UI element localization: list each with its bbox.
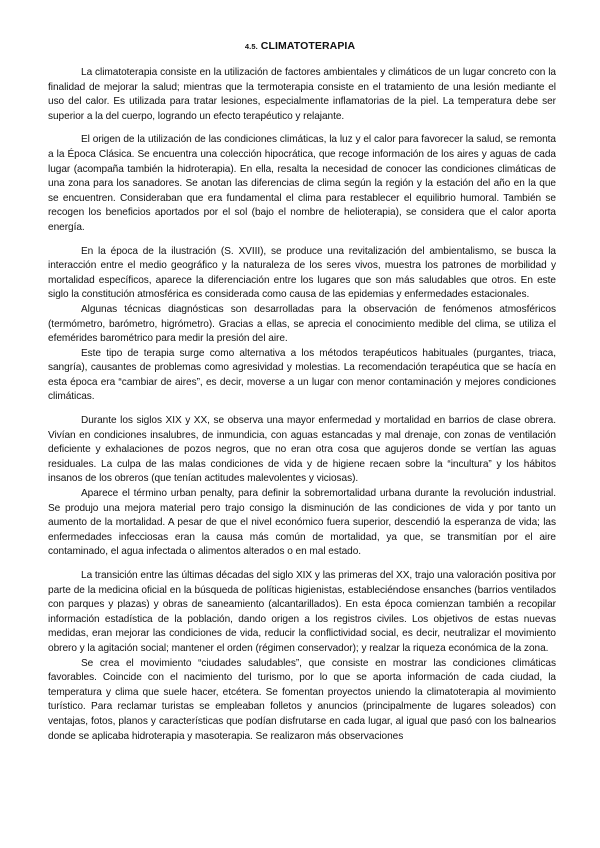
paragraph-enlightenment: En la época de la ilustración (S. XVIII), se produce una revitalización del ambientalismo, se busca la interacción entre el medio geográfico y la naturaleza de los seres vivos, muestra los patrones de morbilidad y mortalidad específicos, aparece la diferenciación entre los lugares que son más saludables que otros. En este siglo la constitución atmosférica es considerada como causa de las epidemias y enfermedades estacionales.: [48, 245, 556, 301]
paragraph-healthy-cities: Se crea el movimiento “ciudades saludables”, que consiste en mostrar las condiciones climáticas favorables. Coincide con el nacimiento del turismo, por lo que se aporta información de cada ciudad, la temperatura y clima que suele hacer, etcétera. Se fomentan proyectos uniendo la climatoterapia al movimiento turístico. Para reclamar turistas se empleaban folletos y anuncios (principalmente de lugares soleados) con ventajas, fotos, planos y características que podían disfrutarse en cada lugar, al igual que pasó con los balnearios donde se aplicaba hidroterapia y masoterapia. Se realizaron más observaciones: [48, 657, 556, 742]
paragraph-urban-penalty: Aparece el término urban penalty, para definir la sobremortalidad urbana durante la revolución industrial. Se produjo una mejora material pero trajo consigo la disminución de las condiciones de vida y por tanto un aumento de la mortalidad. A pesar de que el nivel económico fuera superior, descendió la esperanza de vida; las enfermedades infecciosas eran la causa más común de mortalidad, ya que, se transmitían por el aire contaminado, el agua infectada o alimentos alterados o en mal estado.: [48, 488, 556, 558]
section-title: CLIMATOTERAPIA: [260, 40, 356, 52]
paragraph-therapy-alternative: Este tipo de terapia surge como alternativa a los métodos terapéuticos habituales (purgantes, triaca, sangría), causantes de problemas como agresividad y molestias. La recomendación terapéutica que se hacía en esta época era “cambiar de aires”, es decir, moverse a un lugar con menor contaminación y mejores condiciones climáticas.: [48, 347, 556, 403]
document-body: [48, 66, 556, 744]
paragraph-classical-origin: El origen de la utilización de las condiciones climáticas, la luz y el calor para favorecer la salud, se remonta a la Época Clásica. Se encuentra una colección hipocrática, que recoge información de los aires y aguas de cada lugar (acompaña también la hidroterapia). En ella, resalta la necesidad de conocer las condiciones climáticas de una zona para los sanadores. Se anotan las diferencias de clima según la región y la estación del año en la que se encuentren. Consideraban que era fundamental el clima para restablecer el equilibrio humoral. También se recogen los beneficios aportados por el sol (bajo el nombre de helioterapia), se considera que el calor aporta energía.: [48, 134, 556, 233]
paragraph-climatoterapia-definition: La climatoterapia consiste en la utilización de factores ambientales y climáticos de un lugar concreto con la finalidad de mejorar la salud; mientras que la termoterapia consiste en el tratamiento de una lesión mediante el uso del calor. Es utilizada para tratar lesiones, especialmente inflamatorias de la piel. La temperatura debe ser superior a la del cuerpo, logrando un efecto terapéutico y relajante.: [48, 67, 556, 122]
paragraph-hygienist-transition: La transición entre las últimas décadas del siglo XIX y las primeras del XX, trajo una valoración positiva por parte de la medicina oficial en la búsqueda de políticas higienistas, estableciéndose ensanches (barrios ventilados con parques y plazas) y obras de saneamiento (alcantarillados). En esta época comienzan también a recopilar información estadística de la población, dando origen a los registros civiles. Los objetivos de estas nuevas medidas, eran mejorar las condiciones de vida, reducir la conflictividad social, es decir, neutralizar el movimiento obrero y la agitación social; mantener el orden (régimen conservador); y realzar la riqueza económica de la zona.: [48, 570, 556, 654]
paragraph-19th-20th-centuries: Durante los siglos XIX y XX, se observa una mayor enfermedad y mortalidad en barrios de clase obrera. Vivían en condiciones insalubres, de inmundicia, con aguas estancadas y mal drenaje, con zonas de ventilación deficiente y exhalaciones de pozos negros, que no eran otra cosa que agujeros donde se vertían las aguas residuales. La culpa de las malas condiciones de vida y de higiene recaen sobre la “incultura” y los hábitos insanos de los obreros (que tenían actitudes malevolentes y viciosas).: [48, 415, 556, 485]
section-heading: [0, 40, 600, 52]
section-number: 4.5.: [244, 42, 258, 51]
paragraph-diagnostic-techniques: Algunas técnicas diagnósticas son desarrolladas para la observación de fenómenos atmosféricos (termómetro, barómetro, higrómetro). Gracias a ellas, se aprecia el conocimiento medible del clima, se utiliza el efemérides barométrico para medir la presión del aire.: [48, 303, 556, 345]
